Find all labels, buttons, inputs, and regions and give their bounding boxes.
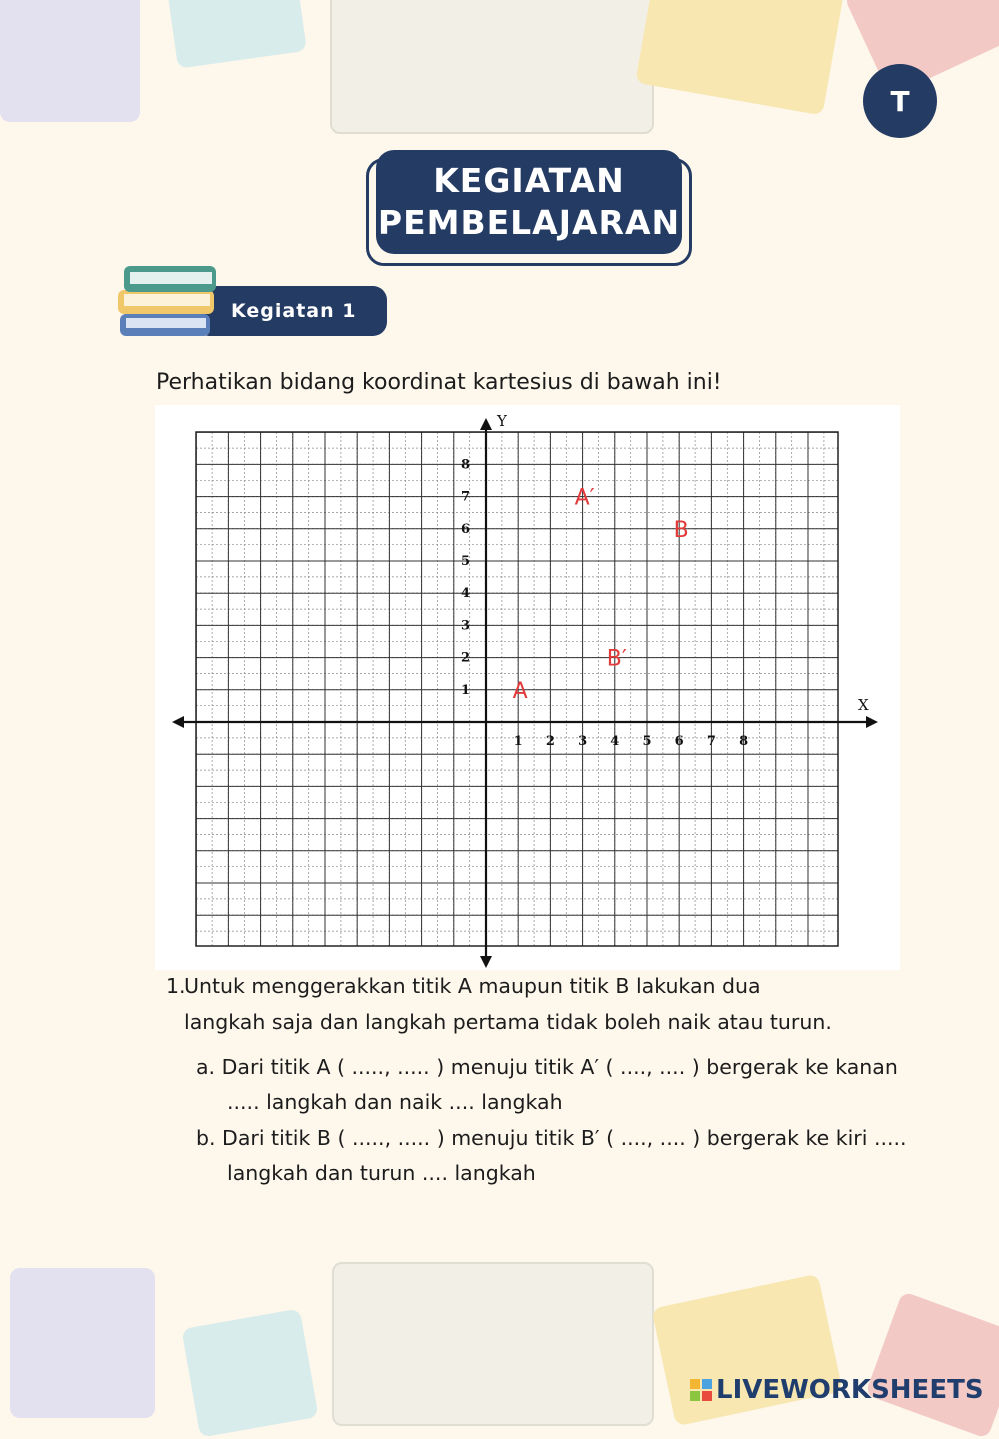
y-tick-label: 8 bbox=[460, 457, 470, 473]
activity-label-text: Kegiatan 1 bbox=[231, 300, 357, 322]
question-1a bbox=[196, 1050, 936, 1120]
x-tick-label: 2 bbox=[545, 734, 555, 749]
question-1-text-1: Untuk menggerakkan titik A maupun titik B lakukan dua bbox=[184, 974, 761, 998]
point-label-b-prime: B′ bbox=[606, 646, 627, 672]
y-tick-label: 1 bbox=[460, 682, 470, 698]
y-axis-arrow-up bbox=[480, 418, 492, 430]
point-label-b: B bbox=[673, 517, 689, 543]
question-1b-line-1: b. Dari titik B ( ....., ..... ) menuju titik B′ ( ...., .... ) bergerak ke kiri ..... bbox=[196, 1126, 907, 1150]
x-axis-arrow-right bbox=[866, 716, 878, 728]
question-1a-line-1: a. Dari titik A ( ....., ..... ) menuju titik A′ ( ...., .... ) bergerak ke kanan bbox=[196, 1055, 898, 1079]
x-axis-label: X bbox=[858, 696, 869, 714]
decor-book-teal-bottom bbox=[181, 1308, 318, 1437]
y-tick-label: 2 bbox=[460, 650, 470, 666]
y-tick-label: 3 bbox=[460, 618, 470, 634]
question-number: 1. bbox=[166, 974, 186, 998]
logo-mark-icon bbox=[690, 1379, 712, 1401]
y-axis-arrow-down bbox=[480, 956, 492, 968]
y-tick-label: 6 bbox=[460, 521, 470, 537]
x-tick-label: 4 bbox=[610, 734, 620, 749]
title-line-2: PEMBELAJARAN bbox=[377, 203, 681, 242]
question-1a-line-2: ..... langkah dan naik .... langkah bbox=[227, 1090, 563, 1114]
question-1b-line-2: langkah dan turun .... langkah bbox=[227, 1161, 536, 1185]
title-line-1: KEGIATAN bbox=[433, 161, 625, 200]
x-tick-label: 7 bbox=[706, 734, 716, 749]
x-tick-label: 1 bbox=[513, 734, 523, 749]
decor-book-pink-bottom bbox=[865, 1291, 999, 1439]
decor-open-book-bottom bbox=[332, 1262, 654, 1426]
decor-book-purple-bottom bbox=[10, 1268, 155, 1418]
point-label-a: A bbox=[512, 678, 528, 704]
y-tick-label: 7 bbox=[460, 489, 470, 505]
question-1-line-2: langkah saja dan langkah pertama tidak boleh naik atau turun. bbox=[184, 1010, 832, 1034]
y-tick-label: 4 bbox=[460, 586, 470, 602]
x-tick-label: 6 bbox=[674, 734, 684, 749]
badge-letter: T bbox=[890, 84, 910, 118]
instruction-text: Perhatikan bidang koordinat kartesius di bawah ini! bbox=[156, 370, 722, 395]
x-tick-label: 8 bbox=[739, 734, 749, 749]
point-label-a-prime: A′ bbox=[574, 485, 595, 511]
y-axis-label: Y bbox=[497, 412, 507, 430]
logo-text: LIVEWORKSHEETS bbox=[716, 1375, 984, 1405]
x-tick-label: 5 bbox=[642, 734, 652, 749]
question-1-line-1 bbox=[166, 968, 918, 1004]
x-axis-arrow-left bbox=[172, 716, 184, 728]
y-tick-label: 5 bbox=[460, 554, 470, 569]
x-tick-label: 3 bbox=[578, 734, 588, 749]
liveworksheets-logo bbox=[690, 1375, 984, 1405]
question-1b bbox=[196, 1121, 936, 1191]
